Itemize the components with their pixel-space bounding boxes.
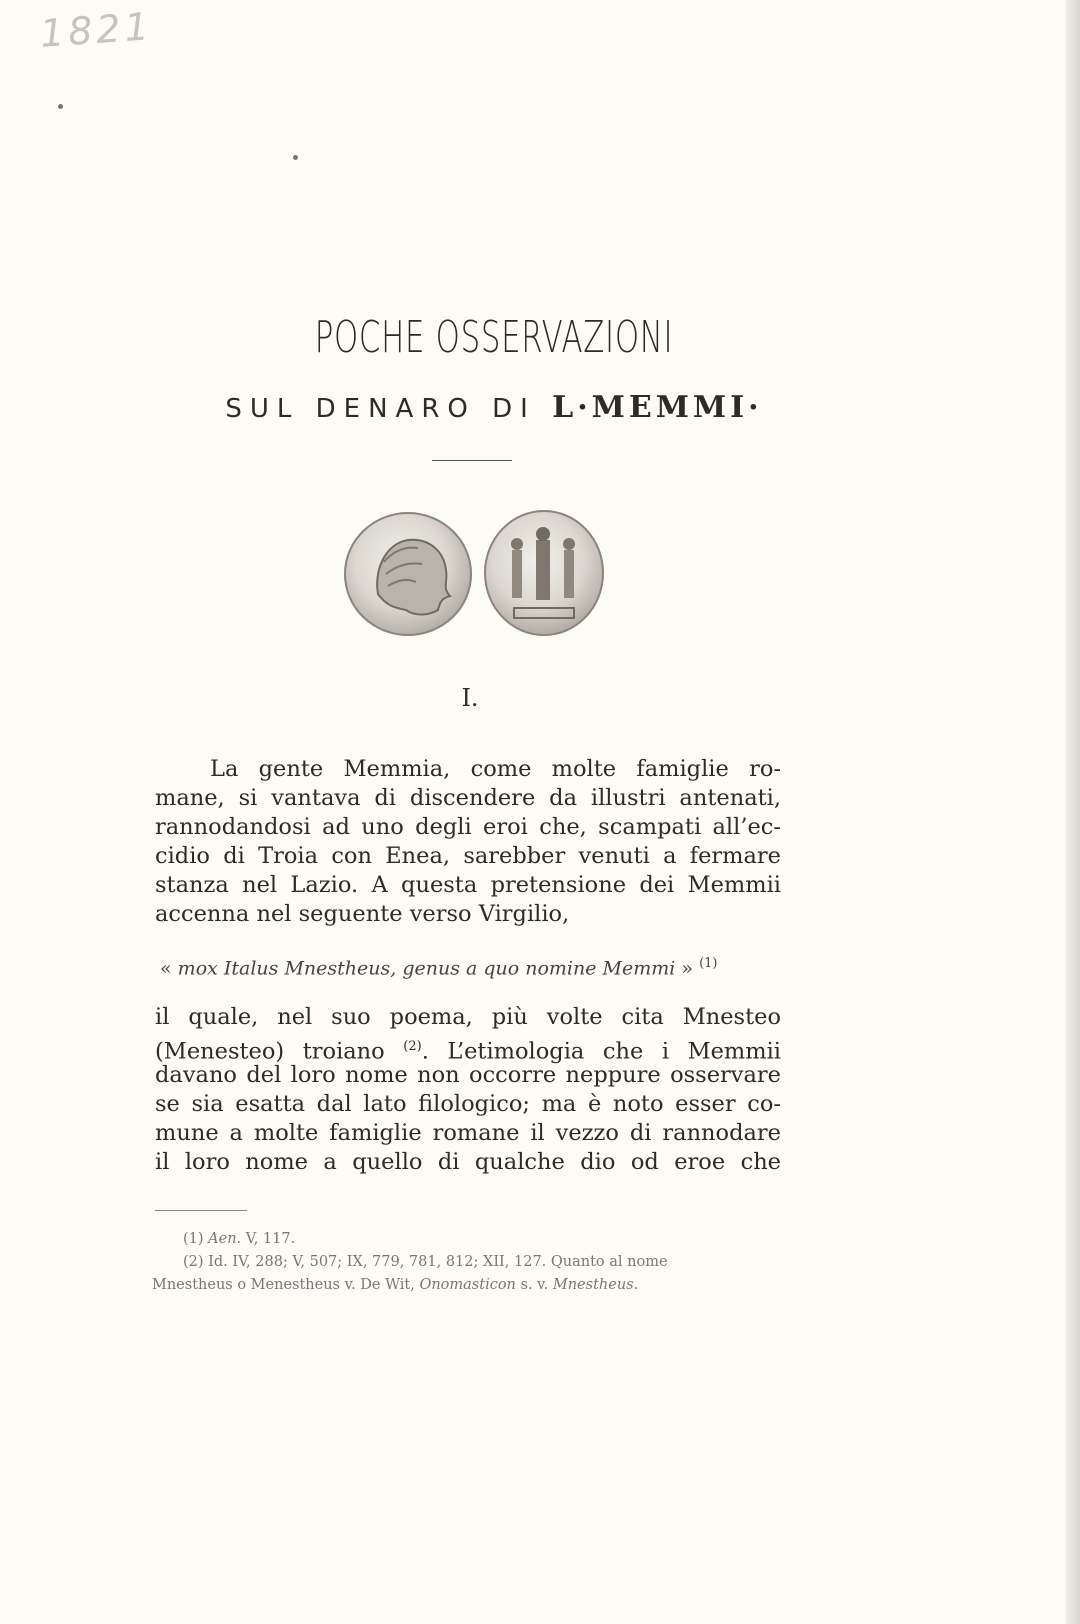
- footnote-2-continued: Mnestheus o Menestheus v. De Wit, Onomasticon s. v. Mnestheus.: [152, 1277, 639, 1293]
- coin-reverse-image: [484, 510, 604, 636]
- quote-text: mox Italus Mnestheus, genus a quo nomine Memmi: [177, 957, 676, 980]
- footnote-ref: (2): [403, 1039, 422, 1054]
- section-number: I.: [461, 684, 479, 712]
- paragraph-line: (Menesteo) troiano $^{(2)}$. L’etimologia che i Memmii: [155, 1038, 781, 1065]
- paragraph-line: il quale, nel suo poema, più volte cita Mnesteo: [155, 1004, 781, 1030]
- handwritten-note: 1821: [38, 4, 155, 56]
- virgil-quote: [160, 956, 780, 979]
- obverse-head-icon: [344, 512, 472, 636]
- paragraph-line: cidio di Troia con Enea, sarebber venuti a fermare: [155, 843, 781, 869]
- paragraph-line: se sia esatta dal lato filologico; ma è noto esser co-: [155, 1091, 781, 1117]
- paragraph-line: stanza nel Lazio. A questa pretensione dei Memmii: [155, 872, 781, 898]
- paragraph-line: davano del loro nome non occorre neppure osservare: [155, 1062, 781, 1088]
- subtitle-prefix: SUL DENARO DI: [225, 394, 536, 424]
- coin-obverse-image: [344, 512, 472, 636]
- page-edge: [1066, 0, 1080, 1624]
- subtitle-name: L·MEMMI·: [552, 390, 763, 425]
- paragraph-line: La gente Memmia, come molte famiglie ro-: [210, 756, 781, 782]
- title-rule: [432, 460, 512, 461]
- paragraph-line: il loro nome a quello di qualche dio od eroe che: [155, 1149, 781, 1175]
- quote-open: «: [160, 957, 172, 980]
- footnote-ref: (1): [699, 956, 718, 971]
- page-title: POCHE OSSERVAZIONI: [314, 312, 674, 363]
- footnote-rule: [155, 1210, 247, 1211]
- quote-close: »: [681, 957, 694, 980]
- paragraph-line: mune a molte famiglie romane il vezzo di rannodare: [155, 1120, 781, 1146]
- footnote-2: (2) Id. IV, 288; V, 507; IX, 779, 781, 812; XII, 127. Quanto al nome: [183, 1254, 668, 1270]
- page-subtitle: [0, 390, 988, 425]
- paragraph-line: mane, si vantava di discendere da illustri antenati,: [155, 785, 781, 811]
- footnote-1: (1) Aen. V, 117.: [183, 1231, 296, 1247]
- ink-speck: [293, 155, 298, 160]
- reverse-figures-icon: [484, 510, 604, 636]
- ink-speck: [58, 104, 63, 109]
- paragraph-line: accenna nel seguente verso Virgilio,: [155, 901, 570, 927]
- paragraph-line: rannodandosi ad uno degli eroi che, scampati all’ec-: [155, 814, 781, 840]
